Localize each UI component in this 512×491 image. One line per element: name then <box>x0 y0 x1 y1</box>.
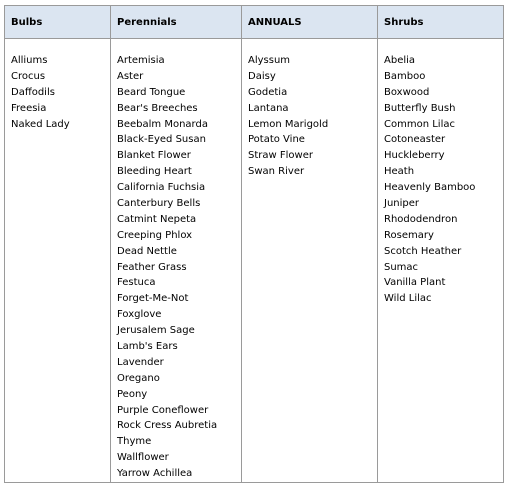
list-item: Lemon Marigold <box>248 118 329 130</box>
list-item: Alliums <box>11 55 48 66</box>
list-item: Potato Vine <box>248 134 305 146</box>
list-item: Creeping Phlox <box>117 229 193 241</box>
bulbs-list <box>11 53 110 132</box>
list-item: Naked Lady <box>11 118 70 130</box>
perennials-list <box>117 53 241 482</box>
list-item: Artemisia <box>117 55 165 66</box>
list-item: Thyme <box>117 436 152 448</box>
list-item: Lantana <box>248 102 289 114</box>
header-annuals: ANNUALS <box>242 6 378 39</box>
cell-shrubs <box>378 39 504 483</box>
list-item: Lamb's Ears <box>117 341 178 353</box>
header-bulbs: Bulbs <box>5 6 111 39</box>
list-item: Alyssum <box>248 55 291 66</box>
list-item: Crocus <box>11 70 46 82</box>
list-item: Festuca <box>117 277 156 289</box>
list-item: Sumac <box>384 261 419 273</box>
header-shrubs: Shrubs <box>378 6 504 39</box>
list-item: Vanilla Plant <box>384 277 446 289</box>
list-item: Beebalm Monarda <box>117 118 208 130</box>
list-item: Rosemary <box>384 229 434 241</box>
list-item: Juniper <box>384 198 420 210</box>
cell-bulbs <box>5 39 111 483</box>
list-item: Wild Lilac <box>384 293 432 305</box>
list-item: Yarrow Achillea <box>117 468 193 480</box>
list-item: Bamboo <box>384 70 426 82</box>
list-item: Straw Flower <box>248 150 313 162</box>
list-item: Swan River <box>248 166 305 178</box>
annuals-list <box>248 53 377 180</box>
list-item: Rock Cress Aubretia <box>117 420 218 432</box>
table-row <box>5 39 504 483</box>
shrubs-list <box>384 53 503 307</box>
list-item: Forget-Me-Not <box>117 293 189 305</box>
list-item: Freesia <box>11 102 47 114</box>
list-item: Foxglove <box>117 309 162 321</box>
list-item: Abelia <box>384 55 416 66</box>
list-item: Beard Tongue <box>117 86 186 98</box>
list-item: Blanket Flower <box>117 150 191 162</box>
list-item: Canterbury Bells <box>117 198 201 210</box>
list-item: California Fuchsia <box>117 182 206 194</box>
list-item: Cotoneaster <box>384 134 446 146</box>
list-item: Peony <box>117 388 148 400</box>
list-item: Rhododendron <box>384 213 458 225</box>
header-perennials: Perennials <box>111 6 242 39</box>
list-item: Dead Nettle <box>117 245 177 257</box>
list-item: Wallflower <box>117 452 169 464</box>
list-item: Black-Eyed Susan <box>117 134 206 146</box>
list-item: Heath <box>384 166 415 178</box>
list-item: Aster <box>117 70 144 82</box>
list-item: Jerusalem Sage <box>117 325 195 337</box>
cell-perennials <box>111 39 242 483</box>
list-item: Daisy <box>248 70 276 82</box>
list-item: Bleeding Heart <box>117 166 192 178</box>
list-item: Bear's Breeches <box>117 102 198 114</box>
plant-table <box>4 5 504 483</box>
list-item: Godetia <box>248 86 288 98</box>
list-item: Oregano <box>117 372 160 384</box>
list-item: Daffodils <box>11 86 55 98</box>
list-item: Heavenly Bamboo <box>384 182 476 194</box>
header-row <box>5 6 504 39</box>
list-item: Scotch Heather <box>384 245 462 257</box>
list-item: Boxwood <box>384 86 430 98</box>
list-item: Catmint Nepeta <box>117 213 197 225</box>
list-item: Butterfly Bush <box>384 102 456 114</box>
list-item: Huckleberry <box>384 150 445 162</box>
cell-annuals <box>242 39 378 483</box>
list-item: Feather Grass <box>117 261 187 273</box>
list-item: Purple Coneflower <box>117 404 209 416</box>
list-item: Common Lilac <box>384 118 455 130</box>
list-item: Lavender <box>117 356 164 368</box>
